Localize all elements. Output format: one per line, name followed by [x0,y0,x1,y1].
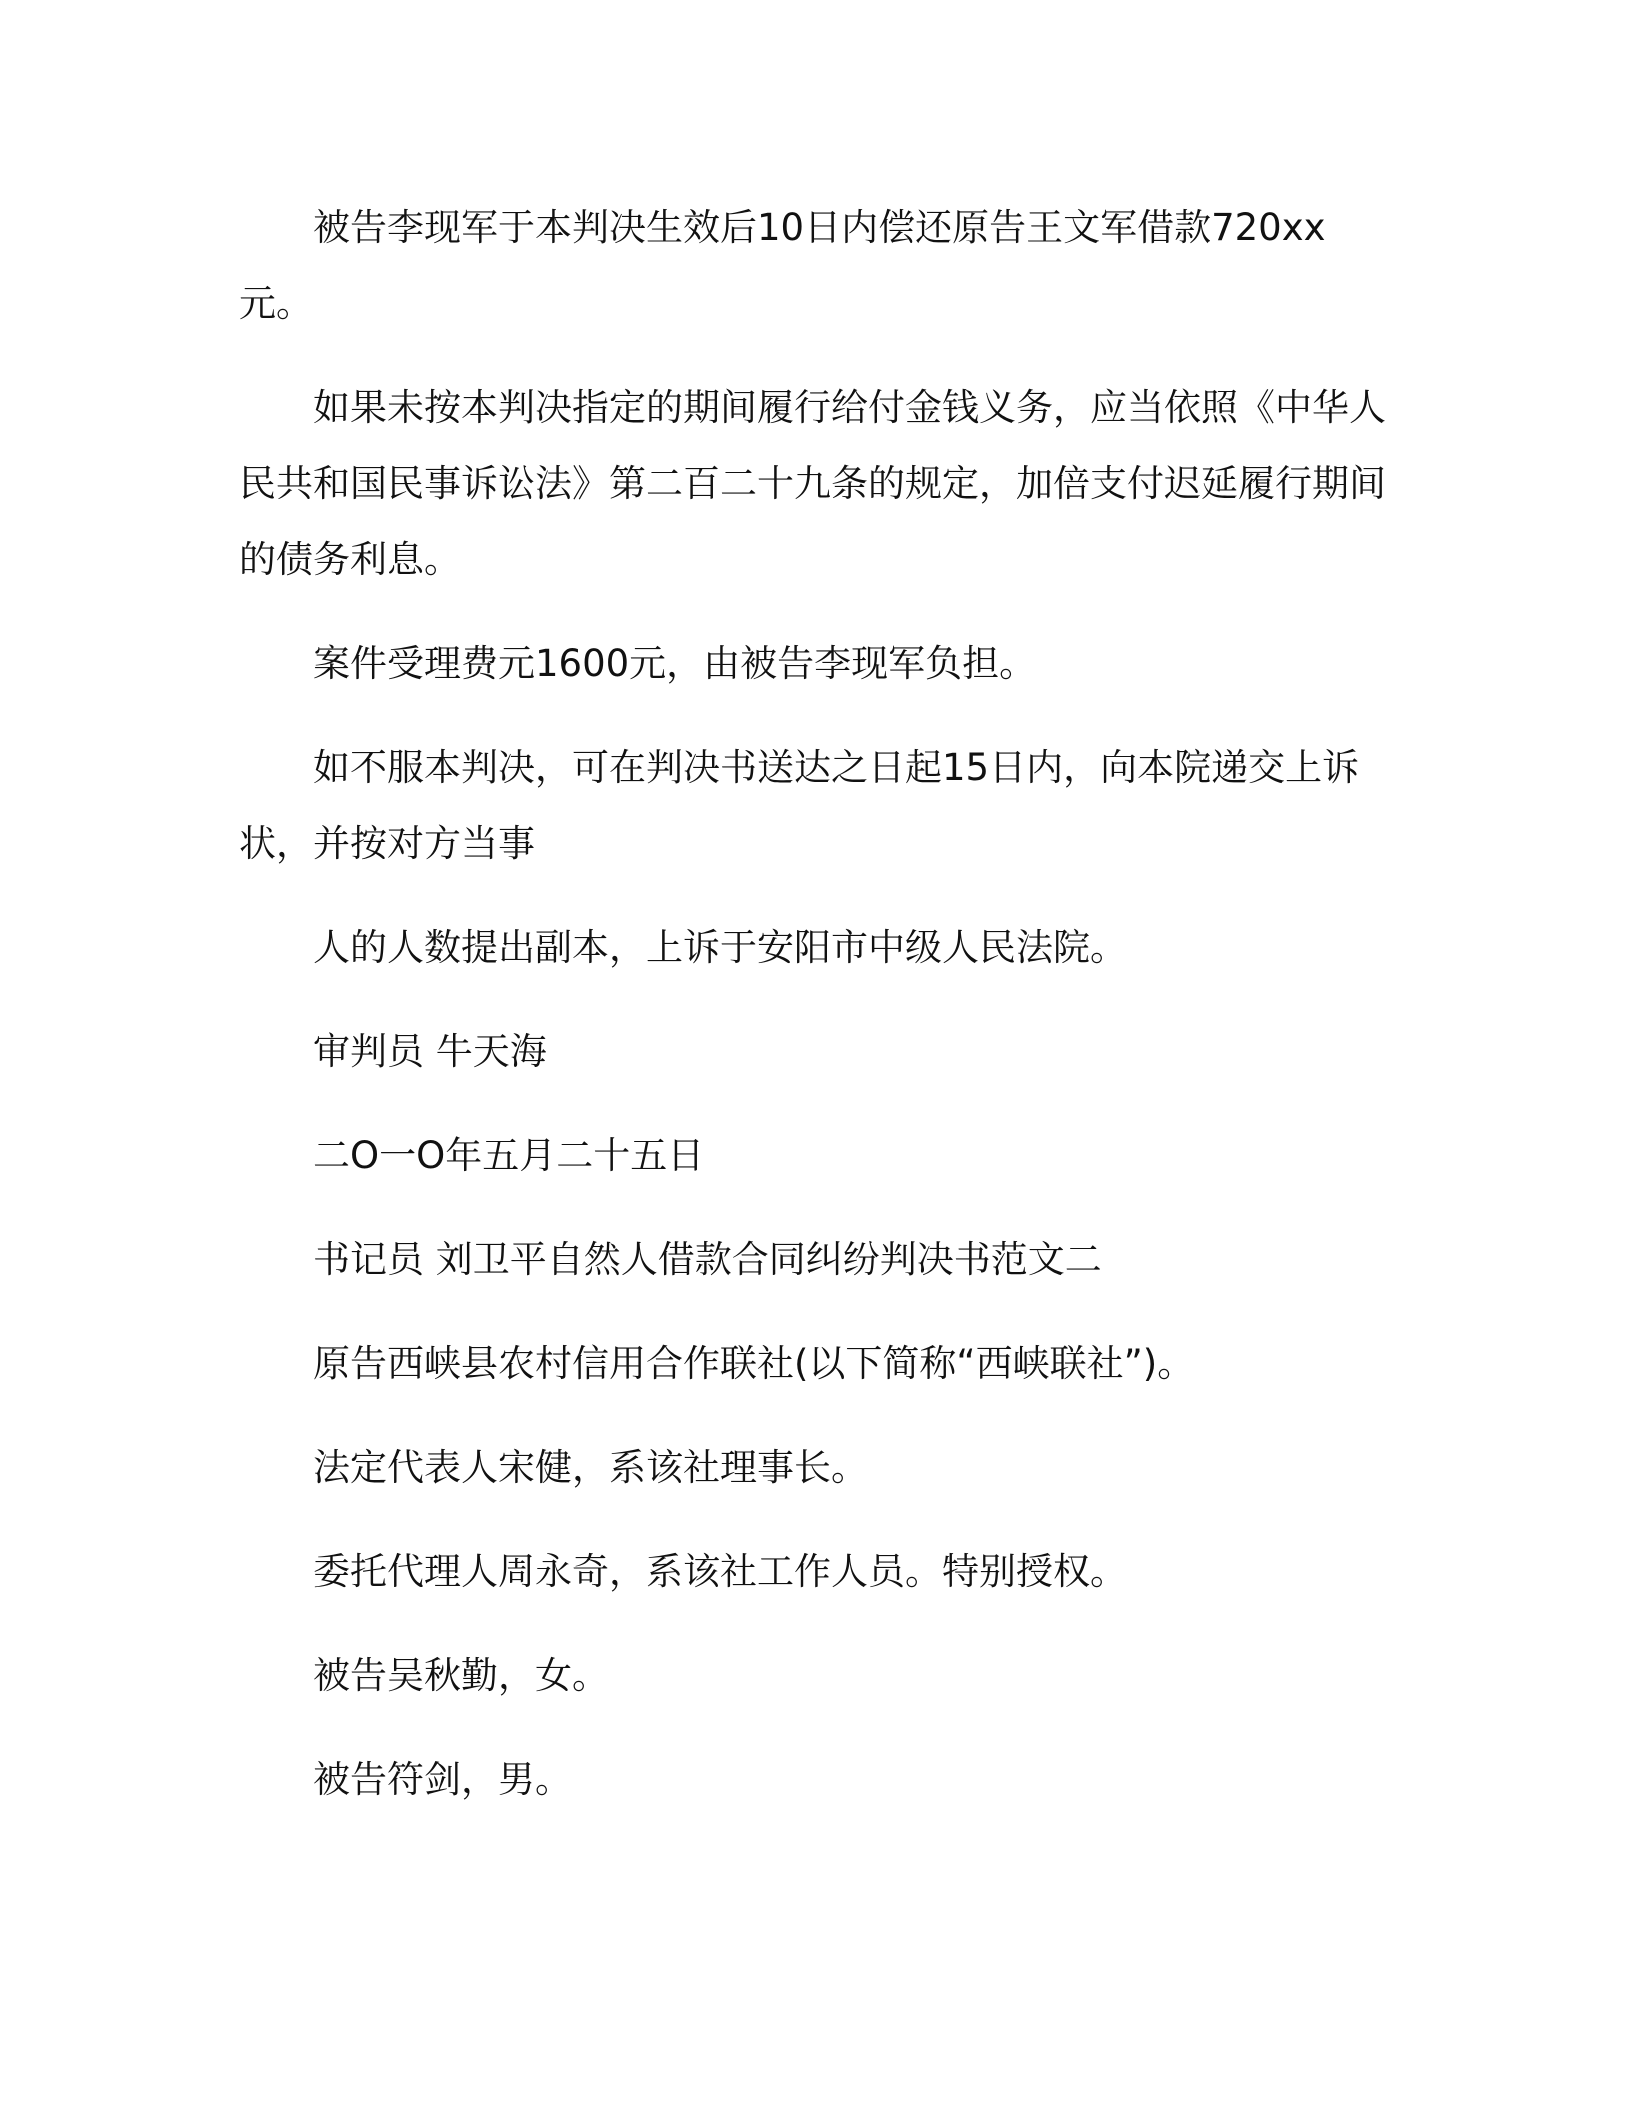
clerk-and-section-title: 书记员 刘卫平自然人借款合同纠纷判决书范文二 [313,1238,1102,1281]
document-body [239,190,1389,1846]
defendant-line-2: 被告符剑，男。 [313,1758,572,1801]
agent-line: 委托代理人周永奇，系该社工作人员。特别授权。 [313,1550,1127,1593]
paragraph-repayment-order: 被告李现军于本判决生效后10日内偿还原告王文军借款720xx元。 [239,206,1326,325]
paragraph-late-interest: 如果未按本判决指定的期间履行给付金钱义务，应当依照《中华人民共和国民事诉讼法》第二百二十九条的规定，加倍支付迟延履行期间的债务利息。 [239,386,1386,581]
judgment-date: 二O一O年五月二十五日 [313,1134,705,1177]
defendant-line-1: 被告吴秋勤，女。 [313,1654,609,1697]
paragraph-case-fee: 案件受理费元1600元，由被告李现军负担。 [313,642,1037,685]
paragraph-appeal-notice: 如不服本判决，可在判决书送达之日起15日内，向本院递交上诉状，并按对方当事 [239,746,1360,865]
paragraph-appeal-court: 人的人数提出副本，上诉于安阳市中级人民法院。 [313,926,1127,969]
judge-signature: 审判员 牛天海 [313,1030,547,1073]
plaintiff-line: 原告西峡县农村信用合作联社(以下简称“西峡联社”)。 [313,1342,1195,1385]
legal-representative-line: 法定代表人宋健，系该社理事长。 [313,1446,868,1489]
